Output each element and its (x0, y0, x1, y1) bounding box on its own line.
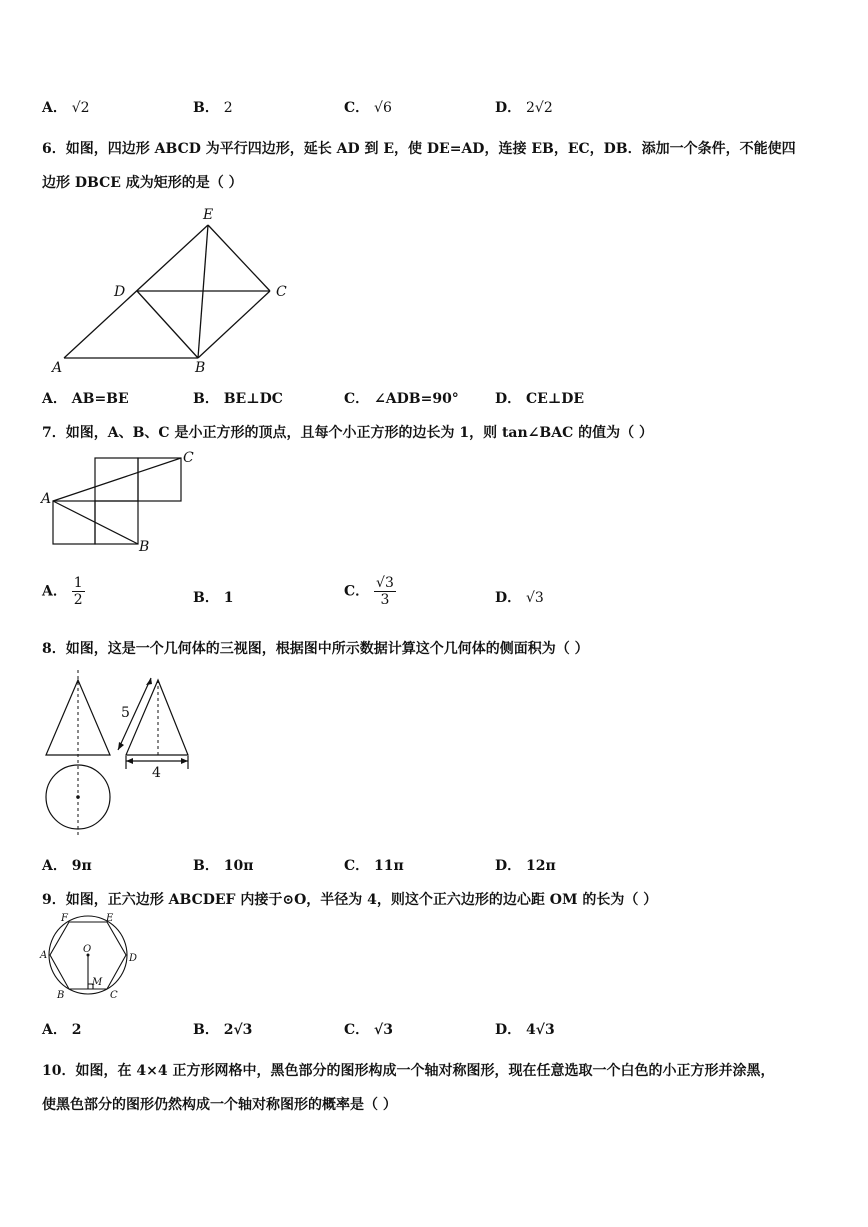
option-value: 2√2 (526, 100, 553, 116)
q10-stem-line2: 使黑色部分的图形仍然构成一个轴对称图形的概率是（ ） (42, 1097, 397, 1113)
option-letter: D． (495, 858, 522, 874)
q6-label-d: D (114, 284, 126, 300)
q8-center-dot (76, 795, 80, 799)
option-letter: D． (495, 391, 522, 407)
q10-stem-line1: 10．如图，在 4×4 正方形网格中，黑色部分的图形构成一个轴对称图形，现在任意选取一个白色的小正方形并涂黑， (42, 1063, 775, 1079)
fraction-denominator: 3 (380, 592, 390, 608)
q6-line-EC (208, 225, 270, 291)
fraction-numerator: 1 (73, 575, 83, 591)
option-value: 4√3 (526, 1022, 555, 1038)
option-letter: D． (495, 590, 522, 606)
q9-label-f: F (61, 913, 68, 924)
option-value: 2√3 (223, 1022, 253, 1038)
q9-option-c (344, 1019, 393, 1039)
q8-option-b (193, 855, 253, 875)
q7-option-a (42, 575, 85, 608)
option-value: 12π (526, 858, 556, 874)
fraction (72, 575, 85, 608)
option-value: CE⊥DE (526, 391, 585, 407)
q8-stem-line1: 8．如图，这是一个几何体的三视图，根据图中所示数据计算这个几何体的侧面积为（ ） (42, 641, 589, 657)
q6-stem-line1: 6．如图，四边形 ABCD 为平行四边形，延长 AD 到 E，使 DE=AD，连接 EB，EC，DB．添加一个条件，不能使四 (42, 141, 796, 157)
option-letter: C． (344, 1022, 370, 1038)
q7-label-b: B (139, 539, 150, 555)
q7-option-d (495, 587, 544, 607)
option-value: √3 (526, 590, 544, 606)
option-value: BE⊥DC (223, 391, 283, 407)
option-letter: B． (193, 100, 219, 116)
q6-label-e: E (203, 207, 214, 223)
option-value: ∠ADB=90° (374, 391, 459, 407)
option-letter: C． (344, 858, 370, 874)
q7-line-AC (53, 458, 181, 501)
q8-option-c (344, 855, 404, 875)
q7-label-c: C (183, 450, 194, 466)
option-value: 11π (374, 858, 404, 874)
option-value: √6 (374, 100, 392, 116)
q9-label-m: M (92, 977, 103, 988)
q8-figure (38, 665, 213, 840)
q9-label-b: B (57, 990, 65, 1001)
option-value: 1 (223, 590, 234, 606)
option-value: 10π (223, 858, 254, 874)
q9-label-o: O (83, 944, 92, 955)
option-letter: D． (495, 100, 522, 116)
option-letter: B． (193, 1022, 219, 1038)
q6-label-b: B (195, 360, 206, 376)
q9-label-d: D (129, 953, 138, 964)
q6-label-c: C (276, 284, 287, 300)
q6-option-a (42, 388, 129, 408)
option-letter: A． (42, 583, 67, 600)
q7-label-a: A (41, 491, 52, 507)
q9-stem-line1: 9．如图，正六边形 ABCDEF 内接于⊙O，半径为 4，则这个正六边形的边心距 OM 的长为（ ） (42, 892, 658, 908)
q8-option-d (495, 855, 556, 875)
q5-option-a (42, 97, 90, 117)
q6-option-c (344, 388, 459, 408)
option-letter: B． (193, 590, 219, 606)
option-letter: B． (193, 391, 219, 407)
option-letter: A． (42, 1022, 67, 1038)
option-letter: A． (42, 100, 67, 116)
q9-label-a: A (40, 950, 48, 961)
q7-square-bottom-1 (53, 501, 95, 544)
q6-line-DB (137, 291, 198, 358)
q9-label-c: C (110, 990, 118, 1001)
q6-option-b (193, 388, 283, 408)
q8-side-view (126, 680, 188, 755)
q6-label-a: A (52, 360, 63, 376)
q9-option-d (495, 1019, 555, 1039)
option-letter: A． (42, 858, 67, 874)
q6-stem-line2: 边形 DBCE 成为矩形的是（ ） (42, 175, 243, 191)
q8-arrow-bottom (118, 742, 124, 750)
option-value: 2 (71, 1022, 82, 1038)
q8-label-4: 4 (152, 765, 161, 781)
option-letter: C． (344, 100, 370, 116)
q9-figure (36, 912, 146, 1002)
option-value: AB=BE (71, 391, 129, 407)
q6-option-d (495, 388, 584, 408)
q8-option-a (42, 855, 92, 875)
q7-square-top-2 (138, 458, 181, 501)
q8-arrow-right (181, 758, 188, 764)
option-value: √3 (374, 1022, 393, 1038)
fraction-denominator: 2 (73, 592, 83, 608)
option-letter: D． (495, 1022, 522, 1038)
q5-option-b (193, 97, 233, 117)
option-letter: C． (344, 583, 370, 600)
q8-arrow-left (126, 758, 133, 764)
q5-option-d (495, 97, 553, 117)
option-letter: B． (193, 858, 219, 874)
option-value: 9π (71, 858, 92, 874)
q9-option-a (42, 1019, 82, 1039)
q8-arrow-top (146, 678, 152, 685)
q9-label-e: E (106, 913, 114, 924)
option-value: √2 (71, 100, 90, 116)
option-letter: C． (344, 391, 370, 407)
fraction-numerator: √3 (376, 575, 394, 591)
q9-option-b (193, 1019, 252, 1039)
q6-line-BC (198, 291, 270, 358)
q7-figure (38, 448, 218, 558)
option-letter: A． (42, 391, 67, 407)
q7-stem-line1: 7．如图，A、B、C 是小正方形的顶点，且每个小正方形的边长为 1，则 tan∠BAC 的值为（ ） (42, 425, 653, 441)
fraction (374, 575, 396, 608)
q8-label-5: 5 (121, 705, 130, 721)
q6-figure (40, 200, 300, 378)
q7-option-b (193, 587, 233, 607)
q5-option-c (344, 97, 392, 117)
q7-option-c (344, 575, 396, 608)
q7-square-bottom-2 (95, 501, 138, 544)
option-value: 2 (223, 100, 233, 116)
